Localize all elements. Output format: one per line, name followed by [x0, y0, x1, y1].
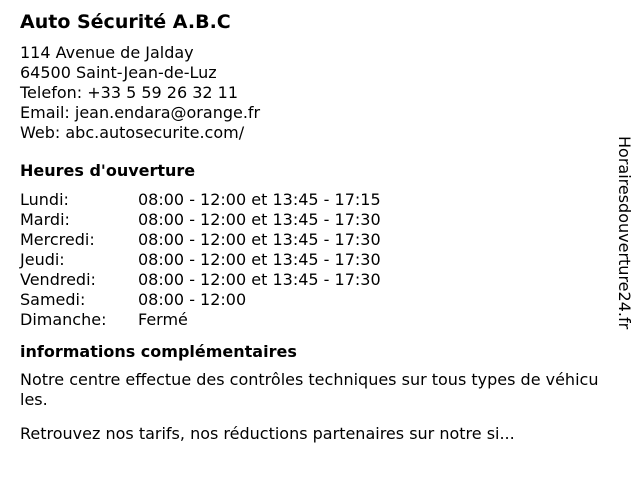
day-label: Lundi:	[20, 190, 69, 209]
day-label: Mardi:	[20, 210, 70, 229]
day-hours: 08:00 - 12:00 et 13:45 - 17:30	[138, 230, 381, 249]
day-hours: Fermé	[138, 310, 188, 329]
info-paragraph-2: Retrouvez nos tarifs, nos réductions partenaires sur notre si...	[20, 424, 515, 443]
hours-title: Heures d'ouverture	[20, 161, 196, 180]
hours-row-sunday	[20, 310, 600, 330]
info-title: informations complémentaires	[20, 342, 297, 361]
business-card	[20, 9, 600, 458]
hours-row-saturday	[20, 290, 600, 310]
day-hours: 08:00 - 12:00 et 13:45 - 17:30	[138, 270, 381, 289]
hours-row-tuesday	[20, 210, 600, 230]
contact-block	[20, 43, 600, 143]
day-label: Dimanche:	[20, 310, 107, 329]
address-line-2: 64500 Saint-Jean-de-Luz	[20, 63, 217, 82]
email-line: Email: jean.endara@orange.fr	[20, 103, 261, 122]
day-label: Mercredi:	[20, 230, 95, 249]
hours-row-monday	[20, 190, 600, 210]
info-paragraph-1: Notre centre effectue des contrôles techniques sur tous types de véhicules.	[20, 370, 599, 409]
hours-table	[20, 190, 600, 330]
address-line-1: 114 Avenue de Jalday	[20, 43, 194, 62]
day-hours: 08:00 - 12:00 et 13:45 - 17:30	[138, 250, 381, 269]
day-label: Samedi:	[20, 290, 86, 309]
watermark-text: Horairesdouverture24.fr	[615, 136, 634, 330]
hours-row-thursday	[20, 250, 600, 270]
site-watermark	[612, 136, 634, 348]
day-hours: 08:00 - 12:00 et 13:45 - 17:30	[138, 210, 381, 229]
day-hours: 08:00 - 12:00 et 13:45 - 17:15	[138, 190, 381, 209]
day-label: Jeudi:	[20, 250, 65, 269]
phone-line: Telefon: +33 5 59 26 32 11	[20, 83, 239, 102]
web-line: Web: abc.autosecurite.com/	[20, 123, 245, 142]
day-label: Vendredi:	[20, 270, 96, 289]
hours-row-friday	[20, 270, 600, 290]
hours-row-wednesday	[20, 230, 600, 250]
business-name: Auto Sécurité A.B.C	[20, 11, 231, 33]
day-hours: 08:00 - 12:00	[138, 290, 247, 309]
